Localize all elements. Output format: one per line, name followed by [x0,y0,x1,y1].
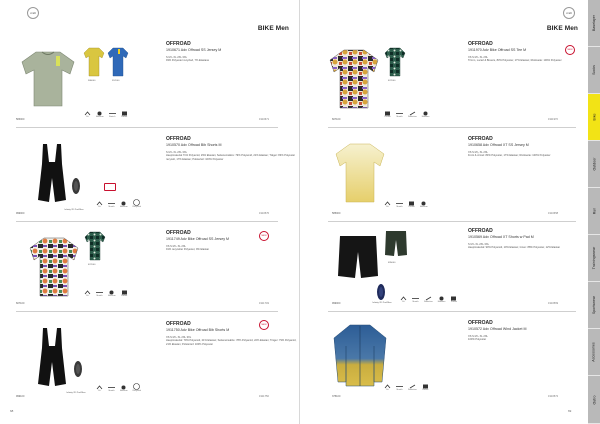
product-category: OFFROAD [166,41,191,47]
stretch-icon: Stretch [109,116,116,118]
stretch-icon: Stretch [412,301,419,303]
fit-icon: Fit [400,296,407,303]
feature-icons [84,111,128,118]
moisture-icon: Moisture [438,296,446,303]
product-code: 1911970 Adv Bike Offroad SS Tee M [468,48,527,52]
product-category: OFFROAD [468,320,493,326]
product-spec: S M L XL 2XL 3XL Hauptmaterial 71% Polyamid, 29% Elastan; Seiteneinsätze: 79% Polyamid, 21% Elastan; Träger: 83% Polyester recycelt, 17% Elastan; Polsterteil: 100% Polyester [166,151,296,161]
tab-outro[interactable]: Outro [588,376,600,424]
new-badge: NEW [565,45,575,55]
product-code: 1910570 Adv Offroad Bib Shorts M [166,143,222,147]
bib-shorts-image [30,326,74,390]
product-category: OFFROAD [468,228,493,234]
section-title: BIKE Men [257,25,289,32]
product-code: 1910569 Adv Offroad XT Shorts w Pad M [468,235,534,239]
stretch-icon: Stretch [396,206,403,208]
recycled-icon: Recycled [133,199,141,208]
page-number: 68 [10,409,14,413]
product-code: 1910671 Adv Offroad SS Jersey M [166,48,222,52]
product-info [468,228,600,250]
feature-icons [84,290,128,297]
product-code: 1911749 Adv Bike Offroad SS Jersey M [166,237,229,241]
article-number: 607100 [332,118,341,121]
new-badge: NEW [259,320,269,330]
pocket-icon: Pocket [384,111,391,118]
product-info [468,136,600,158]
jersey-swatch-yellow [83,46,105,78]
stretch-icon: Stretch [96,295,103,297]
moisture-icon: Moisture [96,111,104,118]
tab-accessories[interactable]: Accessories [588,329,600,376]
article-number: 999100 [16,395,25,398]
footer-number: 1910572 [548,395,559,398]
article-number: 607100 [16,302,25,305]
new-badge: NEW [259,231,269,241]
reflective-icon: Reflective [408,384,417,391]
moisture-icon: Moisture [422,111,430,118]
divider [328,127,576,128]
right-page [300,0,588,424]
swatch-label: 357000 [112,80,120,82]
moisture-icon: Moisture [420,201,428,208]
stretch-icon: Stretch [108,390,115,392]
moisture-icon: Moisture [108,290,116,297]
feature-icons [96,199,141,208]
product-spec: S M L XL 2XL 3XL Hauptmaterial: 90% Polyamid, 10% Elastan; Innen: 88% Polyester, 12% Elastan [468,243,561,250]
chamois-pad-icon [375,283,387,301]
pad-label: Infinity 2D Pad Men [372,302,392,304]
chamois-pad-icon [72,360,84,378]
craft-logo: craft [27,7,39,19]
recycled-icon: Recycled [133,383,141,392]
swatch-label: 627000 [88,264,96,266]
wind-jacket-image [332,322,388,388]
pocket-icon: Pocket [121,290,128,297]
footer-number: 1910570 [259,212,270,215]
jersey-image [16,46,80,110]
stretch-icon: Stretch [108,206,115,208]
pad-label: Infinity 2D Pad Men [66,392,86,394]
product-spec: XS S M L XL 2XL Front & Ärmel: 83% Polyester, 17% Elastan; Rückseite: 100% Polyester [468,151,551,158]
divider [328,221,576,222]
tab-run[interactable]: Run [588,188,600,235]
tab-outdoor[interactable]: Outdoor [588,141,600,188]
product-category: OFFROAD [468,136,493,142]
product-spec: XS S M L XL 2XL 91% recycelter Polyester, 9% Elastan [166,245,210,252]
jersey-swatch-green [84,230,106,262]
bib-shorts-image [30,142,74,206]
divider [16,127,278,128]
pocket-icon: Pocket [422,384,429,391]
product-info [468,320,600,342]
fit-icon: Fit [96,385,103,392]
product-info [468,41,600,63]
moisture-icon: Moisture [120,201,128,208]
footer-number: 1910569 [548,302,559,305]
baggy-shorts-image [336,234,380,280]
feature-icons [400,296,457,303]
pattern-tee-image [328,46,380,110]
stretch-icon: Stretch [396,116,403,118]
footer-number: 1910671 [259,118,270,121]
article-number: 375100 [332,395,341,398]
footer-number: 1910658 [548,212,559,215]
product-info [166,136,301,161]
tee-swatch-green [384,46,406,78]
product-spec: XS S M L XL 2XL 3XL Hauptmaterial: 79% Polyamid, 21% Elastan; Seiteneinsätze: 78% Polyamid, 22% Elastan; Träger: 79% Polyamid, 21% Elastan; Polsterteil: 100% Polyester [166,336,297,346]
section-title: BIKE Men [546,25,578,32]
product-code: 1910658 Adv Offroad XT SS Jersey M [468,143,529,147]
page-number: 69 [568,409,572,413]
tab-trainingswear[interactable]: Trainingswear [588,235,600,282]
fit-icon: Fit [84,111,91,118]
shorts-swatch-green [384,230,408,258]
product-info [166,230,301,252]
tab-bike[interactable]: Bike [588,94,600,141]
reflective-icon: Reflective [408,111,417,118]
article-number: 999000 [332,302,341,305]
pocket-icon: Pocket [450,296,457,303]
tab-baselayer[interactable]: Baselayer [588,0,600,47]
product-code: 1910572 Adv Offroad Wind Jacket M [468,327,527,331]
swatch-label: 627000 [388,80,396,82]
divider [16,221,278,222]
moisture-icon: Moisture [120,385,128,392]
article-number: 583000 [16,118,25,121]
tab-sportswear[interactable]: Sportswear [588,282,600,329]
article-number: 585000 [332,212,341,215]
swatch-label: 586000 [88,80,96,82]
stretch-icon: Stretch [396,389,403,391]
fit-icon: Fit [96,201,103,208]
feature-icons [384,384,429,391]
pattern-jersey-image [28,234,80,298]
product-info [166,321,301,346]
divider [16,311,278,312]
feature-icons [96,383,141,392]
fit-icon: Fit [384,201,391,208]
product-info [166,41,301,63]
tab-socks[interactable]: Socks [588,47,600,94]
product-spec: S M L XL 2XL 3XL 93% Polyester recycled, 7% Elastane [166,56,210,63]
product-category: OFFROAD [166,136,191,142]
category-side-tabs [588,0,600,424]
divider [328,311,576,312]
article-number: 999000 [16,212,25,215]
feature-icons [384,111,429,118]
pad-label: Infinity 2D Pad Men [64,209,84,211]
pocket-icon: Pocket [121,111,128,118]
footer-number: 1911749 [259,302,269,305]
jersey-swatch-blue [107,46,129,78]
product-spec: XS S M L XL 2XL 100% Polyester [468,335,488,342]
pocket-icon: Pocket [408,201,415,208]
fit-icon: Fit [384,384,391,391]
product-category: OFFROAD [468,41,493,47]
reflective-badge [104,183,116,191]
product-spec: XS S M L XL 2XL Trimm, Lucarl & Breeze, 83% Polyester, 17% Elastan; Rückseite: 100% Polyester [468,56,562,63]
footer-number: 1911970 [548,118,558,121]
craft-logo: craft [563,7,575,19]
fit-icon: Fit [84,290,91,297]
footer-number: 1911750 [259,395,269,398]
chamois-pad-icon [70,177,82,195]
feature-icons [384,201,428,208]
product-category: OFFROAD [166,321,191,327]
product-category: OFFROAD [166,230,191,236]
faded-jersey-image [334,140,386,204]
product-code: 1911750 Adv Bike Offroad Bib Shorts M [166,328,230,332]
swatch-label: 695000 [388,262,396,264]
reflective-icon: Reflective [424,296,433,303]
